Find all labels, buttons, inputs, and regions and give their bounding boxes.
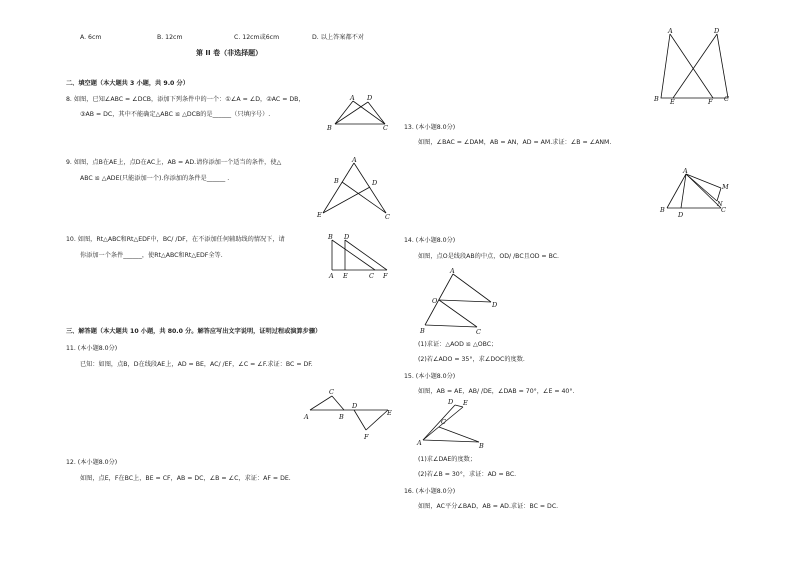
label-D: D bbox=[344, 233, 350, 241]
q13-body: 如图，∠BAC = ∠DAM，AB = AN，AD = AM.求证：∠B = ∠ANM. bbox=[418, 139, 612, 146]
label-B: B bbox=[420, 327, 425, 335]
label-A: A bbox=[329, 272, 334, 280]
q8-line1: 8. 如图，已知∠ABC = ∠DCB，添加下列条件中的一个：①∠A = ∠D，②AC = DB， bbox=[66, 96, 305, 103]
label-E: E bbox=[317, 211, 322, 219]
label-C: C bbox=[721, 206, 726, 214]
label-N: N bbox=[717, 200, 723, 208]
q14-sub2: (2)若∠ADO = 35°，求∠DOC的度数. bbox=[418, 356, 525, 363]
option-c: C. 12cm或6cm bbox=[234, 34, 280, 41]
label-A: A bbox=[683, 167, 688, 175]
label-C: C bbox=[724, 95, 729, 103]
label-O: O bbox=[432, 297, 438, 305]
q10-line2: 你添加一个条件______，使Rt△ABC和Rt△EDF全等. bbox=[80, 252, 223, 259]
q13-head: 13. (本小题8.0分) bbox=[404, 124, 456, 131]
section2-heading: 二、填空题（本大题共 3 小题，共 9.0 分） bbox=[66, 80, 189, 87]
figure-q14 bbox=[415, 265, 505, 337]
figure-q13 bbox=[655, 164, 735, 224]
label-D: D bbox=[367, 94, 373, 102]
label-C: C bbox=[441, 418, 446, 426]
label-B: B bbox=[334, 177, 339, 185]
label-D: D bbox=[492, 301, 498, 309]
label-E: E bbox=[343, 272, 348, 280]
label-A: A bbox=[350, 94, 355, 102]
label-E: E bbox=[670, 98, 675, 106]
figure-q15 bbox=[415, 398, 495, 453]
label-F: F bbox=[364, 433, 369, 441]
figure-top-right bbox=[650, 26, 740, 106]
label-D: D bbox=[448, 398, 454, 406]
label-M: M bbox=[722, 183, 729, 191]
label-A: A bbox=[304, 413, 309, 421]
figure-q8 bbox=[325, 92, 395, 132]
q14-sub1: (1)求证：△AOD ≌ △OBC； bbox=[418, 341, 498, 348]
q11-head: 11. (本小题8.0分) bbox=[66, 345, 118, 352]
label-C: C bbox=[383, 124, 388, 132]
label-B: B bbox=[339, 413, 344, 421]
label-A: A bbox=[417, 439, 422, 447]
label-C: C bbox=[369, 272, 374, 280]
label-C: C bbox=[476, 328, 481, 336]
q15-sub1: (1)求∠DAE的度数； bbox=[418, 456, 477, 463]
q11-body: 已知：如图，点B，D在线段AE上，AD = BE，AC/ /EF，∠C = ∠F.求证：BC = DF. bbox=[80, 361, 313, 368]
option-a: A. 6cm bbox=[80, 34, 102, 41]
q14-body: 如图，点O是线段AB的中点，OD/ /BC且OD = BC. bbox=[418, 253, 560, 260]
label-F: F bbox=[383, 272, 388, 280]
q15-sub2: (2)若∠B = 30°，求证：AD = BC. bbox=[418, 471, 517, 478]
label-D: D bbox=[372, 179, 378, 187]
q8-line2: ③AB = DC，其中不能确定△ABC ≌ △DCB的是______（只填序号）. bbox=[80, 111, 271, 118]
label-B: B bbox=[654, 95, 659, 103]
figure-q9 bbox=[315, 157, 395, 219]
q15-head: 15. (本小题8.0分) bbox=[404, 373, 456, 380]
q12-body: 如图，点E，F在BC上，BE = CF，AB = DC，∠B = ∠C，求证：AF = DE. bbox=[80, 475, 291, 482]
q16-body: 如图，AC平分∠BAD，AB = AD.求证：BC = DC. bbox=[418, 503, 559, 510]
section3-heading: 三、解答题（本大题共 10 小题，共 80.0 分。解答应写出文字说明，证明过程或演算步骤） bbox=[66, 328, 322, 335]
figure-q11 bbox=[302, 386, 397, 441]
option-b: B. 12cm bbox=[157, 34, 183, 41]
label-B: B bbox=[327, 124, 332, 132]
label-A: A bbox=[352, 156, 357, 164]
q16-head: 16. (本小题8.0分) bbox=[404, 488, 456, 495]
label-F: F bbox=[708, 98, 713, 106]
label-D: D bbox=[714, 27, 720, 35]
label-E: E bbox=[463, 399, 468, 407]
option-d: D. 以上答案都不对 bbox=[312, 34, 365, 41]
label-B: B bbox=[479, 442, 484, 450]
volume-title: 第 II 卷（非选择题） bbox=[196, 49, 263, 57]
q14-head: 14. (本小题8.0分) bbox=[404, 237, 456, 244]
q10-line1: 10. 如图，Rt△ABC和Rt△EDF中，BC/ /DF，在不添加任何辅助线的情况下，请 bbox=[66, 236, 285, 243]
label-B: B bbox=[328, 233, 333, 241]
q15-body: 如图，AB = AE，AB/ /DE，∠DAB = 70°，∠E = 40°. bbox=[418, 388, 575, 395]
q12-head: 12. (本小题8.0分) bbox=[66, 459, 118, 466]
q9-line1: 9. 如图，点B在AE上，点D在AC上，AB = AD.请你添加一个适当的条件，使△ bbox=[66, 159, 282, 166]
label-B: B bbox=[660, 206, 665, 214]
label-C: C bbox=[329, 388, 334, 396]
figure-q10 bbox=[325, 232, 395, 280]
label-D: D bbox=[678, 211, 684, 219]
q9-line2: ABC ≌ △ADE(只能添加一个).你添加的条件是______ . bbox=[80, 175, 230, 182]
label-D: D bbox=[352, 402, 358, 410]
label-E: E bbox=[387, 409, 392, 417]
label-C: C bbox=[385, 213, 390, 221]
label-A: A bbox=[668, 27, 673, 35]
label-A: A bbox=[450, 267, 455, 275]
